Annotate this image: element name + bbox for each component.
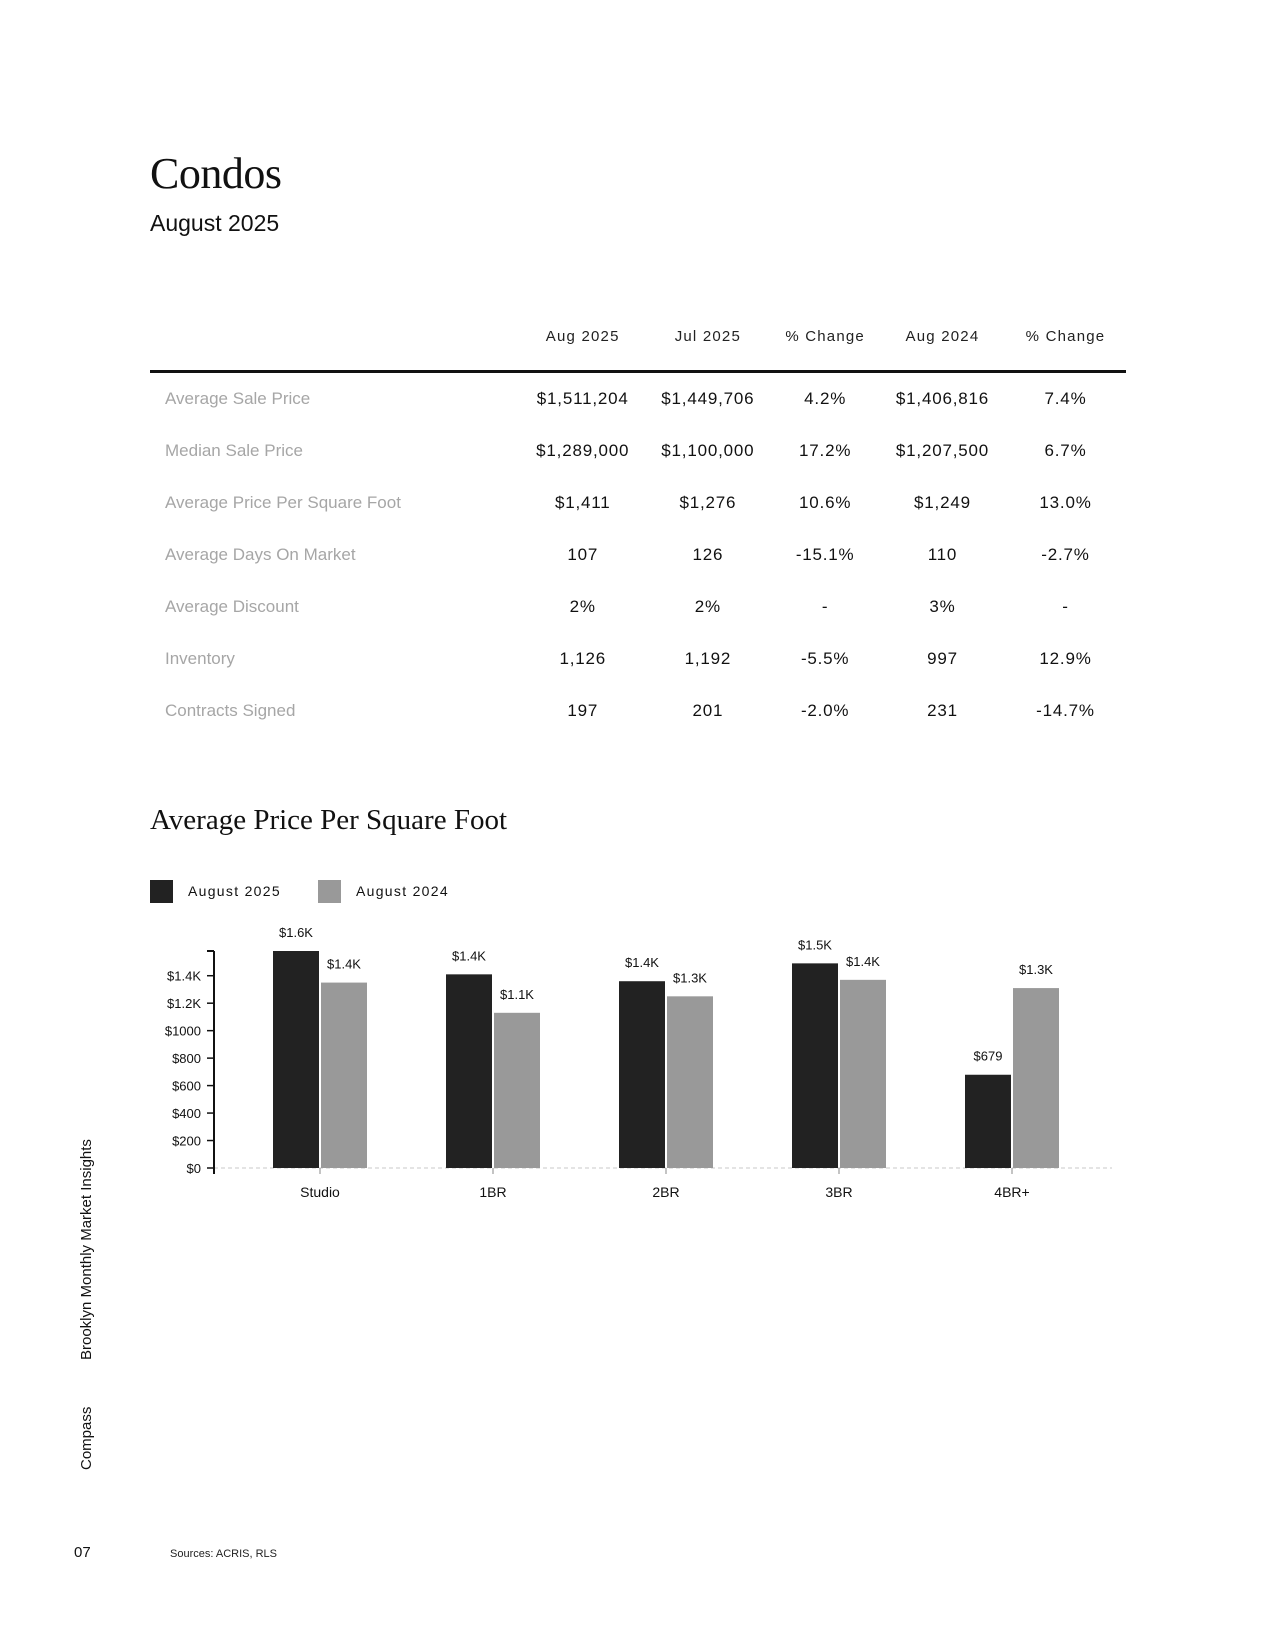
table-cell: -14.7% (1036, 701, 1095, 720)
bar-value-label: $1.4K (327, 956, 361, 972)
y-tick-label: $400 (172, 1106, 201, 1122)
bar (1013, 988, 1059, 1168)
legend-label: August 2024 (356, 883, 449, 899)
table-cell: - (1062, 597, 1069, 616)
bar (840, 980, 886, 1168)
table-cell: $1,411 (554, 493, 611, 512)
x-tick-label: 2BR (652, 1184, 680, 1200)
table-cell: -2.7% (1041, 545, 1090, 564)
y-tick-label: $1.2K (167, 996, 201, 1012)
table-cell: 13.0% (1039, 493, 1092, 512)
x-tick-label: 1BR (479, 1184, 507, 1200)
y-tick-label: $800 (172, 1051, 201, 1067)
column-header: Jul 2025 (645, 318, 770, 372)
table-cell: 201 (692, 701, 724, 720)
table-cell: $1,100,000 (661, 441, 755, 460)
table-cell: 17.2% (799, 441, 852, 460)
table-cell: 2% (694, 597, 721, 616)
page-subtitle: August 2025 (150, 210, 280, 236)
bar (965, 1075, 1011, 1168)
bar-value-label: $1.3K (1019, 962, 1053, 978)
table-cell: 6.7% (1044, 441, 1087, 460)
y-tick-label: $200 (172, 1133, 201, 1149)
column-header: % Change (770, 318, 879, 372)
bar (273, 951, 319, 1168)
table-cell: 107 (567, 545, 599, 564)
row-label: Contracts Signed (165, 701, 296, 720)
bar (667, 996, 713, 1168)
bar-value-label: $1.6K (279, 925, 313, 940)
table-cell: 997 (927, 649, 958, 668)
column-header: Aug 2025 (520, 318, 645, 372)
bar (619, 981, 665, 1168)
bar-value-label: $679 (973, 1048, 1003, 1064)
table-cell: 12.9% (1039, 649, 1092, 668)
table-cell: -5.5% (800, 649, 850, 668)
table-cell: $1,511,204 (536, 389, 629, 408)
bar-value-label: $1.4K (452, 948, 486, 964)
row-label: Average Price Per Square Foot (165, 493, 401, 512)
bar-value-label: $1.4K (625, 955, 659, 971)
row-label: Average Days On Market (165, 545, 356, 564)
table-cell: 4.2% (804, 389, 847, 408)
report-name: Brooklyn Monthly Market Insights (78, 1139, 95, 1360)
bar (792, 963, 838, 1168)
y-tick-label: $1.4K (167, 968, 201, 984)
bar (446, 974, 492, 1168)
bar-value-label: $1.4K (846, 953, 880, 969)
table-cell: $1,276 (679, 493, 737, 512)
table-cell: $1,289,000 (536, 441, 630, 460)
table-cell: 2% (569, 597, 596, 616)
table-cell: 231 (927, 701, 958, 720)
table-cell: 3% (929, 597, 956, 616)
bar (321, 983, 367, 1168)
bar (494, 1013, 540, 1168)
chart-title: Average Price Per Square Foot (150, 804, 508, 836)
y-tick-label: $0 (186, 1161, 201, 1176)
column-header: Aug 2024 (880, 318, 1005, 372)
page-title: Condos (150, 149, 282, 198)
x-tick-label: 3BR (825, 1184, 853, 1200)
column-header: % Change (1005, 318, 1126, 372)
bar-value-label: $1.3K (673, 970, 707, 986)
row-label: Average Sale Price (165, 389, 311, 408)
bar-value-label: $1.1K (500, 986, 534, 1002)
table-cell: $1,449,706 (661, 389, 755, 408)
table-cell: - (821, 597, 829, 616)
table-cell: 1,192 (684, 649, 732, 668)
table-cell: 10.6% (799, 493, 852, 512)
brand-name: Compass (78, 1406, 95, 1470)
bar-value-label: $1.5K (798, 937, 832, 953)
y-tick-label: $600 (172, 1078, 201, 1094)
table-cell: 7.4% (1044, 389, 1087, 408)
x-tick-label: Studio (300, 1184, 340, 1200)
legend-label: August 2025 (188, 883, 281, 899)
table-cell: $1,406,816 (895, 389, 989, 408)
row-label: Inventory (165, 649, 235, 668)
table-cell: 126 (692, 545, 724, 564)
page-number: 07 (74, 1544, 91, 1561)
table-cell: $1,207,500 (895, 441, 989, 460)
table-cell: -2.0% (800, 701, 850, 720)
row-label: Median Sale Price (165, 441, 303, 460)
y-tick-label: $1000 (164, 1023, 201, 1039)
table-cell: 110 (927, 545, 958, 564)
x-tick-label: 4BR+ (994, 1184, 1030, 1200)
table-cell: -15.1% (795, 545, 855, 564)
sources-note: Sources: ACRIS, RLS (170, 1548, 277, 1560)
table-cell: 197 (567, 701, 599, 720)
table-cell: 1,126 (559, 649, 606, 668)
table-cell: $1,249 (914, 493, 971, 512)
row-label: Average Discount (165, 597, 299, 616)
